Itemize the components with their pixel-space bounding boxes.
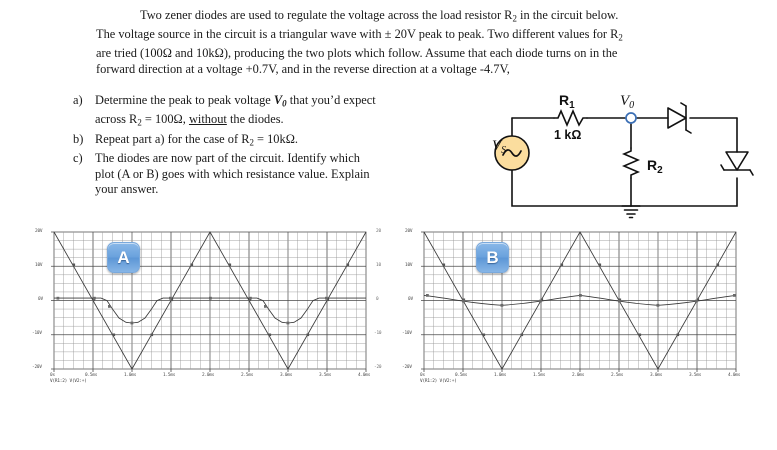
plot-a-xtick-15: 1.5ms [163, 373, 176, 378]
plot-b-xtick-10: 1.0ms [494, 373, 507, 378]
plot-b-canvas [402, 228, 774, 393]
resistor-r1-symbol [554, 111, 587, 125]
plot-a-canvas [32, 228, 404, 393]
plot-b-xtick-40: 4.0ms [728, 373, 741, 378]
plot-b-ytick-n20: -20V [402, 365, 412, 370]
problem-statement [96, 8, 696, 77]
plot-a-badge: A [107, 242, 140, 273]
plot-a-ytick-right-0: 0 [376, 297, 379, 302]
r1-label: $R_1$ [559, 92, 575, 111]
question-text-a: Determine the peak to peak voltage $V_0$ that you’d expect across $R_2 = 100\Omega$, without the diodes. [95, 93, 376, 128]
plot-a-xtick-35: 3.5ms [319, 373, 332, 378]
question-text-b: Repeat part a) for the case of $R_2 = 10k\Omega$. [95, 131, 298, 148]
plot-b-badge: B [476, 242, 509, 273]
question-list [73, 93, 493, 198]
plot-b-xtick-05: 0.5ms [455, 373, 468, 378]
question-marker-a: a) [73, 93, 83, 107]
problem-line-4: forward direction at a voltage +0.7V, and in the reverse direction at a voltage -4.7V, [96, 61, 510, 76]
question-marker-b: b) [73, 131, 84, 146]
plot-a-svg [36, 228, 404, 388]
node-v0-label: $V_0$ [620, 93, 635, 111]
plot-b-ytick-10: 10V [405, 263, 413, 268]
plot-a-ytick-right-n20: -20 [374, 365, 382, 370]
plot-a [32, 228, 404, 393]
zener-diode-vertical-icon [721, 152, 753, 175]
r1-value-label: 1 kΩ [554, 128, 582, 142]
problem-line-3: are tried (100Ω and 10kΩ), producing the two plots which follow. Assume that each diode turns on in the [96, 46, 618, 61]
resistor-r2-symbol [624, 148, 638, 178]
plot-a-xtick-25: 2.5ms [241, 373, 254, 378]
node-v0-terminal [626, 113, 636, 123]
plot-a-xtick-10: 1.0ms [124, 373, 137, 378]
plot-b-svg [406, 228, 774, 388]
plot-b-ytick-20: 20V [405, 229, 413, 234]
source-label: $V_S$ [492, 138, 507, 156]
plot-a-ytick-right-20: 20 [376, 229, 381, 234]
question-item-c [73, 151, 493, 198]
circuit-diagram [492, 92, 774, 220]
plot-b-xtick-25: 2.5ms [611, 373, 624, 378]
plot-b-ytick-n10: -10V [402, 331, 412, 336]
question-marker-c: c) [73, 150, 83, 165]
wire-right-rail-bottom [631, 178, 737, 206]
plot-b-xtick-0: 0s [420, 373, 425, 378]
plot-a-xtick-0: 0s [50, 373, 55, 378]
plot-a-ytick-right-n10: -10 [374, 331, 382, 336]
zener-diode-horizontal-icon [668, 103, 691, 133]
plot-a-xtick-40: 4.0ms [358, 373, 371, 378]
plot-a-xtick-30: 3.0ms [280, 373, 293, 378]
question-item-a [73, 93, 493, 132]
problem-line-2: The voltage source in the circuit is a triangular wave with ± 20V peak to peak. Two different values for $R_2$ [96, 27, 623, 43]
plot-a-ytick-n20: -20V [32, 365, 42, 370]
plot-a-ytick-20: 20V [35, 229, 43, 234]
question-item-b [73, 132, 493, 151]
plot-b-xtick-30: 3.0ms [650, 373, 663, 378]
plot-b-legend: V(R1:2) V(V2:+) [420, 379, 457, 384]
wire-source-bottom-lead [512, 170, 631, 206]
ground-icon [622, 206, 640, 218]
r2-label: $R_2$ [647, 157, 663, 176]
plot-a-ytick-0: 0V [38, 297, 43, 302]
plot-a-xtick-05: 0.5ms [85, 373, 98, 378]
plot-b-ytick-0: 0V [408, 297, 413, 302]
plot-b [402, 228, 774, 393]
plot-b-xtick-15: 1.5ms [533, 373, 546, 378]
question-text-c: The diodes are now part of the circuit. Identify which plot (A or B) goes with which resistance value. Explain your answer. [95, 150, 370, 197]
plot-a-legend: V(R1:2) V(V2:+) [50, 379, 87, 384]
plot-b-xtick-20: 2.0ms [572, 373, 585, 378]
problem-line-1: Two zener diodes are used to regulate the voltage across the load resistor $R_2$ in the circuit below. [140, 8, 619, 24]
plot-a-ytick-n10: -10V [32, 331, 42, 336]
plot-a-ytick-10: 10V [35, 263, 43, 268]
plot-a-ytick-right-10: 10 [376, 263, 381, 268]
plot-a-xtick-20: 2.0ms [202, 373, 215, 378]
plot-b-xtick-35: 3.5ms [689, 373, 702, 378]
